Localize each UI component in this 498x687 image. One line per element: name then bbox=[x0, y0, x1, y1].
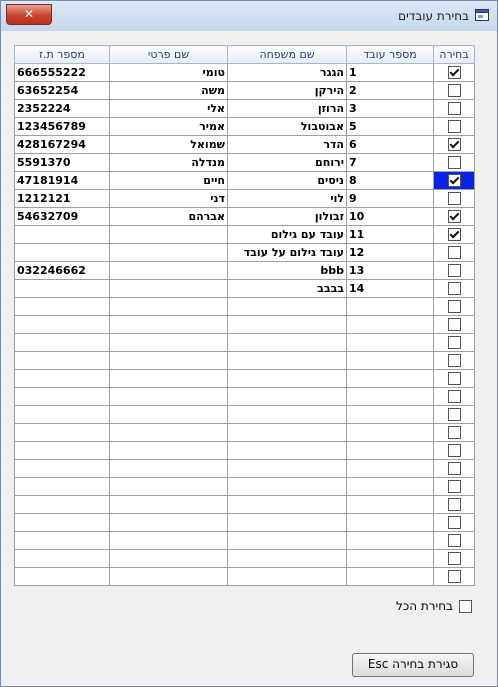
select-cell[interactable] bbox=[434, 568, 475, 586]
last-name-cell[interactable]: לוי bbox=[228, 190, 347, 208]
employee-number-cell[interactable] bbox=[347, 424, 434, 442]
empty-row[interactable] bbox=[15, 514, 475, 532]
table-row[interactable] bbox=[15, 136, 475, 154]
last-name-cell[interactable]: אבוטבול bbox=[228, 118, 347, 136]
employee-number-cell[interactable]: 10 bbox=[347, 208, 434, 226]
first-name-cell[interactable] bbox=[110, 226, 228, 244]
last-name-cell[interactable]: עובד עם גילום bbox=[228, 226, 347, 244]
row-checkbox[interactable] bbox=[448, 246, 461, 259]
select-cell[interactable] bbox=[434, 316, 475, 334]
client-area bbox=[5, 31, 494, 682]
row-checkbox[interactable] bbox=[448, 426, 461, 439]
select-cell[interactable] bbox=[434, 406, 475, 424]
first-name-cell[interactable]: אברהם bbox=[110, 208, 228, 226]
id-number-cell[interactable] bbox=[15, 388, 110, 406]
row-checkbox[interactable] bbox=[448, 228, 461, 241]
employee-number-cell[interactable]: 7 bbox=[347, 154, 434, 172]
employee-number-cell[interactable]: 1 bbox=[347, 64, 434, 82]
first-name-cell[interactable]: מנדלה bbox=[110, 154, 228, 172]
employee-number-cell[interactable] bbox=[347, 496, 434, 514]
empty-row[interactable] bbox=[15, 334, 475, 352]
employee-number-cell[interactable] bbox=[347, 352, 434, 370]
last-name-cell[interactable]: הדר bbox=[228, 136, 347, 154]
select-cell[interactable] bbox=[434, 136, 475, 154]
empty-row[interactable] bbox=[15, 388, 475, 406]
row-checkbox[interactable] bbox=[448, 156, 461, 169]
first-name-cell[interactable]: שמואל bbox=[110, 136, 228, 154]
last-name-cell[interactable] bbox=[228, 388, 347, 406]
last-name-cell[interactable] bbox=[228, 370, 347, 388]
row-checkbox[interactable] bbox=[448, 264, 461, 277]
select-cell[interactable] bbox=[434, 172, 475, 190]
select-cell[interactable] bbox=[434, 280, 475, 298]
employee-number-cell[interactable] bbox=[347, 568, 434, 586]
last-name-cell[interactable] bbox=[228, 442, 347, 460]
first-name-cell[interactable] bbox=[110, 550, 228, 568]
select-cell[interactable] bbox=[434, 334, 475, 352]
id-number-cell[interactable] bbox=[15, 514, 110, 532]
last-name-cell[interactable]: הגגר bbox=[228, 64, 347, 82]
id-number-cell[interactable] bbox=[15, 334, 110, 352]
close-selection-button[interactable]: סגירת בחירה Esc bbox=[352, 653, 474, 677]
title-bar bbox=[1, 1, 497, 31]
table-row[interactable] bbox=[15, 82, 475, 100]
row-checkbox[interactable] bbox=[448, 336, 461, 349]
employee-number-cell[interactable]: 2 bbox=[347, 82, 434, 100]
first-name-cell[interactable] bbox=[110, 496, 228, 514]
row-checkbox[interactable] bbox=[448, 210, 461, 223]
row-checkbox[interactable] bbox=[448, 138, 461, 151]
row-checkbox[interactable] bbox=[448, 390, 461, 403]
select-cell[interactable] bbox=[434, 118, 475, 136]
id-number-cell[interactable]: 1212121 bbox=[15, 190, 110, 208]
row-checkbox[interactable] bbox=[448, 534, 461, 547]
first-name-cell[interactable] bbox=[110, 532, 228, 550]
employee-number-cell[interactable]: 9 bbox=[347, 190, 434, 208]
first-name-cell[interactable]: טומי bbox=[110, 64, 228, 82]
employee-number-cell[interactable]: 5 bbox=[347, 118, 434, 136]
last-name-cell[interactable] bbox=[228, 514, 347, 532]
select-cell[interactable] bbox=[434, 100, 475, 118]
id-number-cell[interactable] bbox=[15, 550, 110, 568]
select-cell[interactable] bbox=[434, 226, 475, 244]
employee-number-cell[interactable] bbox=[347, 298, 434, 316]
id-number-cell[interactable] bbox=[15, 568, 110, 586]
empty-row[interactable] bbox=[15, 550, 475, 568]
employee-number-cell[interactable] bbox=[347, 442, 434, 460]
id-number-cell[interactable] bbox=[15, 226, 110, 244]
grid-body bbox=[15, 64, 475, 586]
last-name-cell[interactable] bbox=[228, 298, 347, 316]
first-name-cell[interactable] bbox=[110, 568, 228, 586]
select-cell[interactable] bbox=[434, 244, 475, 262]
id-number-cell[interactable] bbox=[15, 280, 110, 298]
row-checkbox[interactable] bbox=[448, 516, 461, 529]
select-cell[interactable] bbox=[434, 532, 475, 550]
row-checkbox[interactable] bbox=[448, 102, 461, 115]
employee-number-cell[interactable] bbox=[347, 334, 434, 352]
employee-number-cell[interactable] bbox=[347, 370, 434, 388]
row-checkbox[interactable] bbox=[448, 300, 461, 313]
first-name-cell[interactable] bbox=[110, 298, 228, 316]
last-name-cell[interactable] bbox=[228, 334, 347, 352]
select-cell[interactable] bbox=[434, 460, 475, 478]
table-row[interactable] bbox=[15, 226, 475, 244]
row-checkbox[interactable] bbox=[448, 372, 461, 385]
select-all-checkbox[interactable] bbox=[459, 600, 472, 613]
last-name-cell[interactable] bbox=[228, 460, 347, 478]
first-name-cell[interactable] bbox=[110, 352, 228, 370]
first-name-cell[interactable] bbox=[110, 244, 228, 262]
first-name-cell[interactable] bbox=[110, 406, 228, 424]
first-name-cell[interactable] bbox=[110, 460, 228, 478]
first-name-cell[interactable] bbox=[110, 478, 228, 496]
select-cell[interactable] bbox=[434, 82, 475, 100]
employee-number-cell[interactable]: 13 bbox=[347, 262, 434, 280]
header-select[interactable]: בחירה bbox=[434, 46, 475, 64]
last-name-cell[interactable] bbox=[228, 478, 347, 496]
window-title: בחירת עובדים bbox=[398, 9, 469, 23]
employee-number-cell[interactable] bbox=[347, 550, 434, 568]
id-number-cell[interactable]: 5591370 bbox=[15, 154, 110, 172]
employee-number-cell[interactable] bbox=[347, 406, 434, 424]
select-cell[interactable] bbox=[434, 550, 475, 568]
empty-row[interactable] bbox=[15, 460, 475, 478]
id-number-cell[interactable]: 666555222 bbox=[15, 64, 110, 82]
row-checkbox[interactable] bbox=[448, 120, 461, 133]
select-cell[interactable] bbox=[434, 370, 475, 388]
last-name-cell[interactable] bbox=[228, 424, 347, 442]
id-number-cell[interactable]: 428167294 bbox=[15, 136, 110, 154]
employee-number-cell[interactable]: 8 bbox=[347, 172, 434, 190]
last-name-cell[interactable]: bbb bbox=[228, 262, 347, 280]
id-number-cell[interactable]: 47181914 bbox=[15, 172, 110, 190]
employee-number-cell[interactable]: 14 bbox=[347, 280, 434, 298]
header-employee-number[interactable]: מספר עובד bbox=[347, 46, 434, 64]
employee-number-cell[interactable]: 3 bbox=[347, 100, 434, 118]
first-name-cell[interactable]: אמיר bbox=[110, 118, 228, 136]
select-all[interactable] bbox=[396, 599, 472, 613]
employee-number-cell[interactable] bbox=[347, 478, 434, 496]
empty-row[interactable] bbox=[15, 406, 475, 424]
select-cell[interactable] bbox=[434, 388, 475, 406]
table-row[interactable] bbox=[15, 280, 475, 298]
id-number-cell[interactable] bbox=[15, 244, 110, 262]
empty-row[interactable] bbox=[15, 478, 475, 496]
employees-grid bbox=[14, 45, 475, 586]
empty-row[interactable] bbox=[15, 496, 475, 514]
select-cell[interactable] bbox=[434, 352, 475, 370]
row-checkbox[interactable] bbox=[448, 174, 461, 187]
select-cell[interactable] bbox=[434, 442, 475, 460]
last-name-cell[interactable]: זבולון bbox=[228, 208, 347, 226]
row-checkbox[interactable] bbox=[448, 318, 461, 331]
select-cell[interactable] bbox=[434, 64, 475, 82]
id-number-cell[interactable] bbox=[15, 442, 110, 460]
grid-header-row bbox=[15, 46, 475, 64]
table-row[interactable] bbox=[15, 118, 475, 136]
empty-row[interactable] bbox=[15, 442, 475, 460]
select-cell[interactable] bbox=[434, 154, 475, 172]
last-name-cell[interactable] bbox=[228, 550, 347, 568]
table-row[interactable] bbox=[15, 172, 475, 190]
id-number-cell[interactable]: 032246662 bbox=[15, 262, 110, 280]
last-name-cell[interactable]: הירקן bbox=[228, 82, 347, 100]
id-number-cell[interactable] bbox=[15, 532, 110, 550]
employee-number-cell[interactable] bbox=[347, 460, 434, 478]
table-row[interactable] bbox=[15, 64, 475, 82]
last-name-cell[interactable] bbox=[228, 406, 347, 424]
row-checkbox[interactable] bbox=[448, 498, 461, 511]
employee-number-cell[interactable]: 12 bbox=[347, 244, 434, 262]
last-name-cell[interactable] bbox=[228, 316, 347, 334]
header-last-name[interactable]: שם משפחה bbox=[228, 46, 347, 64]
id-number-cell[interactable] bbox=[15, 316, 110, 334]
employee-number-cell[interactable]: 6 bbox=[347, 136, 434, 154]
row-checkbox[interactable] bbox=[448, 282, 461, 295]
row-checkbox[interactable] bbox=[448, 354, 461, 367]
close-button[interactable]: ✕ bbox=[6, 4, 52, 25]
id-number-cell[interactable] bbox=[15, 406, 110, 424]
select-cell[interactable] bbox=[434, 424, 475, 442]
select-cell[interactable] bbox=[434, 514, 475, 532]
select-cell[interactable] bbox=[434, 496, 475, 514]
select-cell[interactable] bbox=[434, 208, 475, 226]
last-name-cell[interactable]: עובד גילום על עובד bbox=[228, 244, 347, 262]
row-checkbox[interactable] bbox=[448, 552, 461, 565]
table-row[interactable] bbox=[15, 262, 475, 280]
first-name-cell[interactable] bbox=[110, 334, 228, 352]
header-id-number[interactable]: מספר ת.ז bbox=[15, 46, 110, 64]
last-name-cell[interactable]: בבבב bbox=[228, 280, 347, 298]
empty-row[interactable] bbox=[15, 298, 475, 316]
first-name-cell[interactable]: משה bbox=[110, 82, 228, 100]
employee-number-cell[interactable]: 11 bbox=[347, 226, 434, 244]
first-name-cell[interactable] bbox=[110, 280, 228, 298]
id-number-cell[interactable] bbox=[15, 298, 110, 316]
id-number-cell[interactable]: 123456789 bbox=[15, 118, 110, 136]
select-all-label: בחירת הכל bbox=[396, 599, 453, 613]
app-icon bbox=[475, 9, 489, 21]
table-row[interactable] bbox=[15, 190, 475, 208]
id-number-cell[interactable] bbox=[15, 496, 110, 514]
id-number-cell[interactable] bbox=[15, 370, 110, 388]
id-number-cell[interactable]: 63652254 bbox=[15, 82, 110, 100]
last-name-cell[interactable]: ירוחם bbox=[228, 154, 347, 172]
first-name-cell[interactable] bbox=[110, 442, 228, 460]
first-name-cell[interactable] bbox=[110, 370, 228, 388]
last-name-cell[interactable]: הרוזן bbox=[228, 100, 347, 118]
first-name-cell[interactable]: אלי bbox=[110, 100, 228, 118]
first-name-cell[interactable]: חיים bbox=[110, 172, 228, 190]
row-checkbox[interactable] bbox=[448, 192, 461, 205]
empty-row[interactable] bbox=[15, 568, 475, 586]
empty-row[interactable] bbox=[15, 352, 475, 370]
last-name-cell[interactable] bbox=[228, 532, 347, 550]
id-number-cell[interactable] bbox=[15, 424, 110, 442]
id-number-cell[interactable] bbox=[15, 460, 110, 478]
id-number-cell[interactable]: 2352224 bbox=[15, 100, 110, 118]
empty-row[interactable] bbox=[15, 424, 475, 442]
id-number-cell[interactable] bbox=[15, 478, 110, 496]
empty-row[interactable] bbox=[15, 532, 475, 550]
select-cell[interactable] bbox=[434, 190, 475, 208]
first-name-cell[interactable] bbox=[110, 388, 228, 406]
table-row[interactable] bbox=[15, 154, 475, 172]
last-name-cell[interactable] bbox=[228, 352, 347, 370]
first-name-cell[interactable] bbox=[110, 424, 228, 442]
employee-number-cell[interactable] bbox=[347, 514, 434, 532]
select-cell[interactable] bbox=[434, 298, 475, 316]
select-cell[interactable] bbox=[434, 262, 475, 280]
last-name-cell[interactable] bbox=[228, 568, 347, 586]
empty-row[interactable] bbox=[15, 316, 475, 334]
row-checkbox[interactable] bbox=[448, 66, 461, 79]
row-checkbox[interactable] bbox=[448, 408, 461, 421]
header-first-name[interactable]: שם פרטי bbox=[110, 46, 228, 64]
first-name-cell[interactable]: דני bbox=[110, 190, 228, 208]
row-checkbox[interactable] bbox=[448, 570, 461, 583]
row-checkbox[interactable] bbox=[448, 462, 461, 475]
row-checkbox[interactable] bbox=[448, 480, 461, 493]
select-cell[interactable] bbox=[434, 478, 475, 496]
empty-row[interactable] bbox=[15, 370, 475, 388]
employee-number-cell[interactable] bbox=[347, 316, 434, 334]
last-name-cell[interactable] bbox=[228, 496, 347, 514]
id-number-cell[interactable] bbox=[15, 352, 110, 370]
row-checkbox[interactable] bbox=[448, 84, 461, 97]
first-name-cell[interactable] bbox=[110, 514, 228, 532]
employee-number-cell[interactable] bbox=[347, 532, 434, 550]
table-row[interactable] bbox=[15, 244, 475, 262]
last-name-cell[interactable]: ניסים bbox=[228, 172, 347, 190]
table-row[interactable] bbox=[15, 100, 475, 118]
first-name-cell[interactable] bbox=[110, 316, 228, 334]
first-name-cell[interactable] bbox=[110, 262, 228, 280]
employee-number-cell[interactable] bbox=[347, 388, 434, 406]
row-checkbox[interactable] bbox=[448, 444, 461, 457]
id-number-cell[interactable]: 54632709 bbox=[15, 208, 110, 226]
table-row[interactable] bbox=[15, 208, 475, 226]
